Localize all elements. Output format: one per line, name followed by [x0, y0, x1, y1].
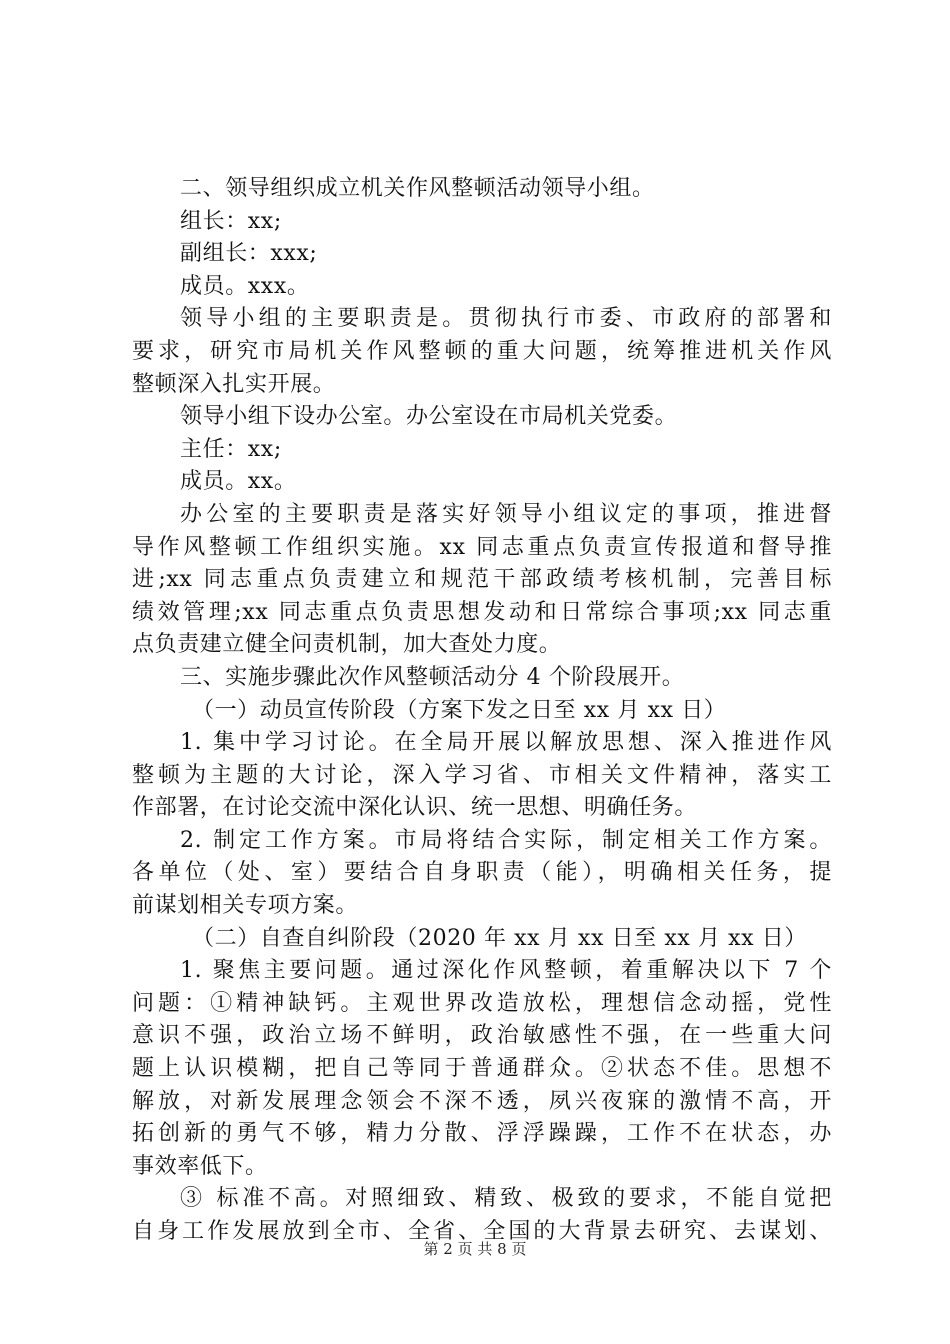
text-line: 各单位（处、室）要结合自身职责（能），明确相关任务，提: [132, 860, 832, 886]
text-line: 整顿为主题的大讨论，深入学习省、市相关文件精神，落实工: [132, 762, 832, 788]
text-line: 成员。xx。: [180, 469, 297, 495]
text-line: 导作风整顿工作组织实施。xx 同志重点负责宣传报道和督导推: [132, 534, 832, 560]
text-line: 事效率低下。: [132, 1153, 268, 1179]
text-line: 成员。xxx。: [180, 273, 310, 299]
text-line: 副组长：xxx;: [180, 241, 318, 267]
text-line: 进;xx 同志重点负责建立和规范干部政绩考核机制，完善目标: [132, 567, 832, 593]
text-line: 1. 聚焦主要问题。通过深化作风整顿，着重解决以下 7 个: [180, 958, 832, 984]
text-line: 2. 制定工作方案。市局将结合实际，制定相关工作方案。: [180, 827, 832, 853]
text-line: 要求，研究市局机关作风整顿的重大问题，统筹推进机关作风: [132, 338, 832, 364]
text-line: 领导小组的主要职责是。贯彻执行市委、市政府的部署和: [180, 306, 832, 332]
text-line: 拓创新的勇气不够，精力分散、浮浮躁躁，工作不在状态，办: [132, 1121, 832, 1147]
text-line: 二、领导组织成立机关作风整顿活动领导小组。: [180, 176, 655, 201]
text-line: 意识不强，政治立场不鲜明，政治敏感性不强，在一些重大问: [132, 1023, 832, 1049]
text-line: （一）动员宣传阶段（方案下发之日至 xx 月 xx 日）: [192, 697, 727, 723]
text-line: 点负责建立健全问责机制，加大查处力度。: [132, 632, 562, 658]
document-body: [132, 173, 832, 1249]
text-line: （二）自查自纠阶段（2020 年 xx 月 xx 日至 xx 月 xx 日）: [192, 925, 807, 951]
text-line: 主任：xx;: [180, 436, 282, 462]
text-line: 解放，对新发展理念领会不深不透，夙兴夜寐的激情不高，开: [132, 1088, 832, 1114]
text-line: 前谋划相关专项方案。: [132, 893, 359, 919]
text-line: 组长：xx;: [180, 208, 282, 234]
text-line: 1. 集中学习讨论。在全局开展以解放思想、深入推进作风: [180, 730, 832, 756]
text-line: 自身工作发展放到全市、全省、全国的大背景去研究、去谋划、: [132, 1219, 832, 1244]
text-line: 办公室的主要职责是落实好领导小组议定的事项，推进督: [180, 501, 832, 527]
page-footer: 第 2 页 共 8 页: [423, 1240, 527, 1258]
text-line: 问题：①精神缺钙。主观世界改造放松，理想信念动摇，党性: [132, 990, 832, 1016]
text-line: ③ 标准不高。对照细致、精致、极致的要求，不能自觉把: [180, 1186, 832, 1212]
text-line: 整顿深入扎实开展。: [132, 371, 336, 397]
text-line: 题上认识模糊，把自己等同于普通群众。②状态不佳。思想不: [132, 1056, 832, 1082]
text-line: 领导小组下设办公室。办公室设在市局机关党委。: [180, 404, 678, 430]
text-line: 绩效管理;xx 同志重点负责思想发动和日常综合事项;xx 同志重: [132, 599, 832, 625]
text-line: 作部署，在讨论交流中深化认识、统一思想、明确任务。: [132, 795, 698, 821]
text-line: 三、实施步骤此次作风整顿活动分 4 个阶段展开。: [180, 664, 685, 690]
